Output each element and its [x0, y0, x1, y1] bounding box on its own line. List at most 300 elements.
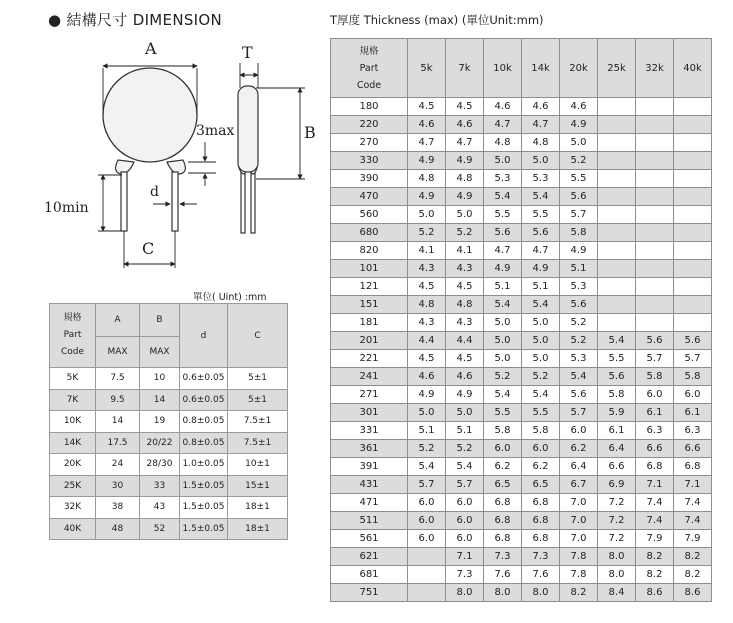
thick-value-cell: 7.2 — [598, 530, 636, 548]
thick-value-cell: 6.4 — [598, 440, 636, 458]
thick-value-cell: 4.9 — [446, 386, 484, 404]
thick-table-row — [331, 368, 712, 386]
thick-value-cell: 4.7 — [522, 116, 560, 134]
thick-value-cell: 7.9 — [674, 530, 712, 548]
thick-value-cell: 5.0 — [484, 350, 522, 368]
dim-table-cell: 17.5 — [96, 432, 140, 454]
thick-value-cell: 6.0 — [522, 440, 560, 458]
thick-value-cell: 6.4 — [560, 458, 598, 476]
thick-value-cell: 5.7 — [636, 350, 674, 368]
thick-value-cell: 4.8 — [484, 134, 522, 152]
thick-value-cell: 4.6 — [484, 98, 522, 116]
thick-value-cell — [598, 98, 636, 116]
thick-value-cell: 6.0 — [408, 512, 446, 530]
thick-value-cell — [674, 170, 712, 188]
thick-value-cell — [674, 116, 712, 134]
thick-value-cell: 6.8 — [522, 530, 560, 548]
thick-value-cell: 5.4 — [484, 386, 522, 404]
label-c: C — [142, 239, 155, 258]
thick-value-cell: 4.7 — [484, 242, 522, 260]
dim-table-cell: 5±1 — [228, 368, 288, 390]
thick-value-cell: 6.2 — [484, 458, 522, 476]
thick-value-cell: 4.9 — [408, 188, 446, 206]
label-t: T — [242, 43, 253, 62]
thick-value-cell — [598, 206, 636, 224]
thick-value-cell: 7.6 — [522, 566, 560, 584]
thick-value-cell: 8.6 — [674, 584, 712, 602]
thick-value-cell: 5.4 — [522, 296, 560, 314]
dim-table-cell: 9.5 — [96, 389, 140, 411]
thick-part-code-cell: 330 — [331, 152, 408, 170]
thick-part-code-cell: 431 — [331, 476, 408, 494]
dim-header-code: 規格 Part Code — [50, 304, 96, 368]
thick-value-cell: 4.5 — [408, 278, 446, 296]
label-3max: 3max — [196, 123, 235, 139]
label-a: A — [145, 39, 157, 58]
thick-value-cell — [636, 116, 674, 134]
thick-value-cell: 5.2 — [522, 368, 560, 386]
thick-value-cell: 5.3 — [560, 278, 598, 296]
thick-value-cell: 5.0 — [522, 152, 560, 170]
thick-value-cell: 4.7 — [484, 116, 522, 134]
thick-header-row — [331, 39, 712, 98]
thick-value-cell: 4.7 — [446, 134, 484, 152]
thick-value-cell: 6.0 — [446, 494, 484, 512]
thick-value-cell: 4.7 — [522, 242, 560, 260]
thick-value-cell: 4.6 — [408, 116, 446, 134]
thick-value-cell: 5.5 — [560, 170, 598, 188]
dim-table-cell: 30 — [96, 475, 140, 497]
thick-value-cell: 5.5 — [484, 404, 522, 422]
thick-value-cell: 7.9 — [636, 530, 674, 548]
thick-value-cell — [636, 224, 674, 242]
dim-table-cell: 20K — [50, 454, 96, 476]
thick-header-10k: 10k — [484, 39, 522, 98]
dim-table-cell: 32K — [50, 497, 96, 519]
thick-value-cell — [636, 134, 674, 152]
thick-value-cell: 6.6 — [598, 458, 636, 476]
thick-value-cell: 5.2 — [446, 440, 484, 458]
thick-value-cell — [636, 206, 674, 224]
thick-table-row — [331, 170, 712, 188]
thick-part-code-cell: 361 — [331, 440, 408, 458]
thick-value-cell: 5.1 — [408, 422, 446, 440]
dim-table-cell: 7.5 — [96, 368, 140, 390]
thick-part-code-cell: 331 — [331, 422, 408, 440]
thick-value-cell: 4.3 — [446, 314, 484, 332]
thick-part-code-cell: 681 — [331, 566, 408, 584]
dim-table-cell: 14 — [96, 411, 140, 433]
thick-value-cell: 5.2 — [560, 314, 598, 332]
thick-header-code: 規格 Part Code — [331, 39, 408, 98]
dim-table-cell: 1.5±0.05 — [180, 497, 228, 519]
thick-value-cell: 5.6 — [522, 224, 560, 242]
thick-value-cell: 4.8 — [522, 134, 560, 152]
dim-table-cell: 19 — [140, 411, 180, 433]
thick-value-cell: 5.1 — [560, 260, 598, 278]
thick-value-cell: 6.8 — [484, 512, 522, 530]
thick-value-cell: 4.6 — [560, 98, 598, 116]
thick-value-cell: 7.2 — [598, 512, 636, 530]
thick-value-cell: 4.1 — [446, 242, 484, 260]
thick-value-cell: 5.7 — [408, 476, 446, 494]
thick-value-cell: 5.6 — [598, 368, 636, 386]
thick-value-cell — [598, 152, 636, 170]
thick-table-row — [331, 314, 712, 332]
thick-part-code-cell: 101 — [331, 260, 408, 278]
dim-table-cell: 10±1 — [228, 454, 288, 476]
dim-table-cell: 14K — [50, 432, 96, 454]
thick-table-row — [331, 350, 712, 368]
thick-part-code-cell: 820 — [331, 242, 408, 260]
thick-value-cell: 5.7 — [674, 350, 712, 368]
thick-value-cell — [674, 134, 712, 152]
thick-header-7k: 7k — [446, 39, 484, 98]
thick-header-32k: 32k — [636, 39, 674, 98]
thick-value-cell: 4.3 — [408, 314, 446, 332]
label-10min: 10min — [44, 200, 89, 216]
thick-value-cell: 5.4 — [560, 368, 598, 386]
thick-value-cell: 5.0 — [408, 206, 446, 224]
thick-value-cell: 5.0 — [484, 152, 522, 170]
thick-value-cell — [674, 314, 712, 332]
thick-value-cell: 6.0 — [674, 386, 712, 404]
thick-value-cell — [674, 188, 712, 206]
thick-value-cell: 5.8 — [636, 368, 674, 386]
thick-part-code-cell: 221 — [331, 350, 408, 368]
dim-header-d: d — [180, 304, 228, 368]
thick-value-cell: 4.5 — [408, 98, 446, 116]
thick-value-cell: 5.4 — [522, 386, 560, 404]
dim-table-cell: 1.0±0.05 — [180, 454, 228, 476]
thick-value-cell: 4.6 — [408, 368, 446, 386]
thickness-table — [330, 38, 712, 602]
thick-value-cell: 4.9 — [446, 152, 484, 170]
thick-value-cell: 6.8 — [484, 530, 522, 548]
dim-header-b-max: MAX — [140, 337, 180, 368]
thick-part-code-cell: 390 — [331, 170, 408, 188]
thick-value-cell: 7.4 — [636, 512, 674, 530]
thick-table-row — [331, 458, 712, 476]
thick-value-cell: 6.0 — [484, 440, 522, 458]
dimension-title: ● 結構尺寸 DIMENSION — [48, 11, 223, 29]
thick-value-cell: 5.4 — [446, 458, 484, 476]
thick-value-cell: 8.2 — [560, 584, 598, 602]
thick-value-cell: 8.0 — [484, 584, 522, 602]
dimension-diagram — [40, 35, 330, 270]
thick-value-cell: 5.3 — [522, 170, 560, 188]
thick-value-cell: 8.2 — [636, 566, 674, 584]
thick-value-cell: 4.9 — [446, 188, 484, 206]
dim-table-cell: 28/30 — [140, 454, 180, 476]
thick-header-40k: 40k — [674, 39, 712, 98]
thick-value-cell: 4.8 — [408, 170, 446, 188]
dim-table-cell: 40K — [50, 518, 96, 540]
thick-part-code-cell: 220 — [331, 116, 408, 134]
thick-value-cell — [598, 224, 636, 242]
thick-value-cell: 7.0 — [560, 512, 598, 530]
thick-value-cell: 5.0 — [484, 314, 522, 332]
dim-table-row — [50, 454, 288, 476]
thick-value-cell: 5.6 — [636, 332, 674, 350]
dim-table-cell: 18±1 — [228, 497, 288, 519]
thick-value-cell: 6.6 — [674, 440, 712, 458]
thick-value-cell: 5.7 — [560, 404, 598, 422]
thick-value-cell: 8.0 — [598, 548, 636, 566]
thick-table-row — [331, 476, 712, 494]
thick-table-row — [331, 134, 712, 152]
thick-value-cell: 7.4 — [674, 512, 712, 530]
thick-value-cell: 7.3 — [484, 548, 522, 566]
dim-table-cell: 20/22 — [140, 432, 180, 454]
thick-value-cell: 4.7 — [408, 134, 446, 152]
thick-table-row — [331, 206, 712, 224]
thick-value-cell: 4.4 — [408, 332, 446, 350]
thick-value-cell: 7.4 — [674, 494, 712, 512]
dim-header-b: B — [140, 304, 180, 337]
thick-value-cell: 5.1 — [446, 422, 484, 440]
dim-table-row — [50, 389, 288, 411]
thick-value-cell — [408, 548, 446, 566]
thick-part-code-cell: 680 — [331, 224, 408, 242]
thick-value-cell: 5.4 — [598, 332, 636, 350]
thick-part-code-cell: 270 — [331, 134, 408, 152]
thick-value-cell: 4.3 — [446, 260, 484, 278]
thick-value-cell — [408, 566, 446, 584]
dim-header-row — [50, 304, 288, 337]
thick-part-code-cell: 271 — [331, 386, 408, 404]
thick-value-cell: 6.3 — [636, 422, 674, 440]
thick-table-row — [331, 260, 712, 278]
thick-value-cell: 5.7 — [560, 206, 598, 224]
thick-value-cell: 5.2 — [560, 152, 598, 170]
thick-value-cell: 6.8 — [636, 458, 674, 476]
thick-value-cell: 5.2 — [560, 332, 598, 350]
dim-table-cell: 1.5±0.05 — [180, 518, 228, 540]
thick-value-cell: 7.1 — [674, 476, 712, 494]
thick-value-cell — [674, 152, 712, 170]
thick-header-14k: 14k — [522, 39, 560, 98]
thick-value-cell: 5.2 — [408, 440, 446, 458]
thick-part-code-cell: 151 — [331, 296, 408, 314]
dim-table-cell: 0.8±0.05 — [180, 411, 228, 433]
thick-table-row — [331, 98, 712, 116]
thick-table-row — [331, 530, 712, 548]
dim-table-cell: 15±1 — [228, 475, 288, 497]
thick-table-row — [331, 152, 712, 170]
thick-value-cell: 5.6 — [484, 224, 522, 242]
thick-value-cell — [674, 242, 712, 260]
thick-value-cell: 8.4 — [598, 584, 636, 602]
dim-table-cell: 7.5±1 — [228, 432, 288, 454]
thick-value-cell: 5.8 — [560, 224, 598, 242]
thick-value-cell — [674, 260, 712, 278]
thick-value-cell: 4.8 — [408, 296, 446, 314]
thick-value-cell: 6.8 — [522, 494, 560, 512]
dim-table-cell: 1.5±0.05 — [180, 475, 228, 497]
thick-value-cell: 5.8 — [598, 386, 636, 404]
thick-value-cell — [674, 296, 712, 314]
thick-header-25k: 25k — [598, 39, 636, 98]
dim-header-a: A — [96, 304, 140, 337]
thick-part-code-cell: 511 — [331, 512, 408, 530]
thick-table-row — [331, 332, 712, 350]
dim-table-cell: 10K — [50, 411, 96, 433]
thick-value-cell: 5.4 — [484, 296, 522, 314]
thick-value-cell: 4.5 — [446, 98, 484, 116]
thick-value-cell: 8.6 — [636, 584, 674, 602]
dim-table-cell: 38 — [96, 497, 140, 519]
thick-value-cell — [636, 260, 674, 278]
thick-value-cell: 6.0 — [446, 512, 484, 530]
thick-value-cell — [598, 296, 636, 314]
thick-value-cell: 4.6 — [446, 116, 484, 134]
thick-table-row — [331, 242, 712, 260]
dim-table-row — [50, 497, 288, 519]
thick-header-20k: 20k — [560, 39, 598, 98]
thick-value-cell: 5.9 — [598, 404, 636, 422]
thick-value-cell — [598, 260, 636, 278]
dim-table-cell: 25K — [50, 475, 96, 497]
thick-value-cell: 4.8 — [446, 170, 484, 188]
thick-value-cell: 6.8 — [674, 458, 712, 476]
thick-value-cell: 4.5 — [446, 350, 484, 368]
thick-value-cell: 4.9 — [560, 242, 598, 260]
thick-value-cell: 6.8 — [522, 512, 560, 530]
dim-table-row — [50, 475, 288, 497]
thick-value-cell: 5.8 — [522, 422, 560, 440]
thick-value-cell: 4.9 — [522, 260, 560, 278]
thick-value-cell: 7.1 — [446, 548, 484, 566]
dim-table-row — [50, 518, 288, 540]
thick-value-cell: 8.0 — [598, 566, 636, 584]
thick-value-cell: 5.1 — [522, 278, 560, 296]
thick-part-code-cell: 391 — [331, 458, 408, 476]
thick-value-cell — [636, 170, 674, 188]
thick-value-cell: 6.3 — [674, 422, 712, 440]
thick-value-cell: 7.6 — [484, 566, 522, 584]
dim-table-cell: 24 — [96, 454, 140, 476]
thick-value-cell: 5.2 — [408, 224, 446, 242]
thick-value-cell — [636, 188, 674, 206]
thick-value-cell: 7.0 — [560, 494, 598, 512]
thick-value-cell: 5.5 — [522, 206, 560, 224]
thick-value-cell: 5.0 — [522, 314, 560, 332]
dim-table-cell: 52 — [140, 518, 180, 540]
thick-value-cell: 5.0 — [408, 404, 446, 422]
thick-value-cell: 6.0 — [408, 494, 446, 512]
thick-value-cell: 6.0 — [560, 422, 598, 440]
thick-value-cell: 4.9 — [408, 386, 446, 404]
thick-value-cell: 4.4 — [446, 332, 484, 350]
thick-value-cell: 5.3 — [560, 350, 598, 368]
thick-value-cell: 5.6 — [560, 188, 598, 206]
thick-table-row — [331, 566, 712, 584]
thick-part-code-cell: 751 — [331, 584, 408, 602]
side-view — [238, 86, 258, 233]
thick-value-cell — [636, 152, 674, 170]
thick-value-cell: 6.0 — [636, 386, 674, 404]
thick-value-cell: 8.0 — [446, 584, 484, 602]
dim-table-row — [50, 411, 288, 433]
dim-table-cell: 18±1 — [228, 518, 288, 540]
front-leads — [121, 172, 178, 231]
thick-value-cell: 4.5 — [446, 278, 484, 296]
thick-value-cell — [598, 116, 636, 134]
thick-value-cell: 4.6 — [522, 98, 560, 116]
thick-value-cell: 8.0 — [522, 584, 560, 602]
thick-part-code-cell: 241 — [331, 368, 408, 386]
thick-value-cell: 4.3 — [408, 260, 446, 278]
thick-value-cell: 6.0 — [408, 530, 446, 548]
dim-table-row — [50, 368, 288, 390]
thick-value-cell: 5.4 — [408, 458, 446, 476]
thick-table-row — [331, 422, 712, 440]
thick-part-code-cell: 201 — [331, 332, 408, 350]
thick-value-cell: 5.8 — [674, 368, 712, 386]
thick-part-code-cell: 561 — [331, 530, 408, 548]
thick-value-cell: 4.9 — [484, 260, 522, 278]
thick-value-cell: 4.8 — [446, 296, 484, 314]
dim-table-cell: 7.5±1 — [228, 411, 288, 433]
label-d: d — [150, 184, 159, 200]
thick-value-cell: 6.8 — [484, 494, 522, 512]
thick-value-cell: 6.1 — [674, 404, 712, 422]
thick-value-cell: 8.2 — [674, 566, 712, 584]
thick-value-cell: 5.4 — [484, 188, 522, 206]
thick-value-cell: 6.5 — [522, 476, 560, 494]
dim-header-c: C — [228, 304, 288, 368]
thick-value-cell: 6.7 — [560, 476, 598, 494]
thick-value-cell — [674, 98, 712, 116]
dim-table-cell: 48 — [96, 518, 140, 540]
thick-table-row — [331, 404, 712, 422]
thick-value-cell: 5.6 — [560, 386, 598, 404]
thick-value-cell — [674, 206, 712, 224]
disc-body — [103, 68, 197, 174]
thick-value-cell: 5.5 — [598, 350, 636, 368]
thick-value-cell: 5.4 — [522, 188, 560, 206]
thick-value-cell: 7.8 — [560, 548, 598, 566]
dim-table-cell: 0.8±0.05 — [180, 432, 228, 454]
thick-table-row — [331, 512, 712, 530]
thick-value-cell: 7.0 — [560, 530, 598, 548]
thick-value-cell: 6.1 — [636, 404, 674, 422]
thick-value-cell: 6.0 — [446, 530, 484, 548]
label-b: B — [304, 123, 316, 142]
thick-value-cell: 5.3 — [484, 170, 522, 188]
thick-part-code-cell: 560 — [331, 206, 408, 224]
thick-value-cell — [598, 188, 636, 206]
thick-value-cell: 5.6 — [674, 332, 712, 350]
thick-value-cell: 6.6 — [636, 440, 674, 458]
thick-value-cell: 5.7 — [446, 476, 484, 494]
thick-table-row — [331, 116, 712, 134]
thick-value-cell: 7.4 — [636, 494, 674, 512]
thick-part-code-cell: 181 — [331, 314, 408, 332]
thick-value-cell: 4.6 — [446, 368, 484, 386]
thick-value-cell — [598, 170, 636, 188]
thick-value-cell — [598, 314, 636, 332]
thick-value-cell — [674, 224, 712, 242]
dim-table-cell: 10 — [140, 368, 180, 390]
thick-table-row — [331, 494, 712, 512]
thick-value-cell: 5.2 — [484, 368, 522, 386]
thick-value-cell — [598, 242, 636, 260]
thick-table-row — [331, 296, 712, 314]
thick-value-cell: 8.2 — [636, 548, 674, 566]
thick-value-cell — [674, 278, 712, 296]
